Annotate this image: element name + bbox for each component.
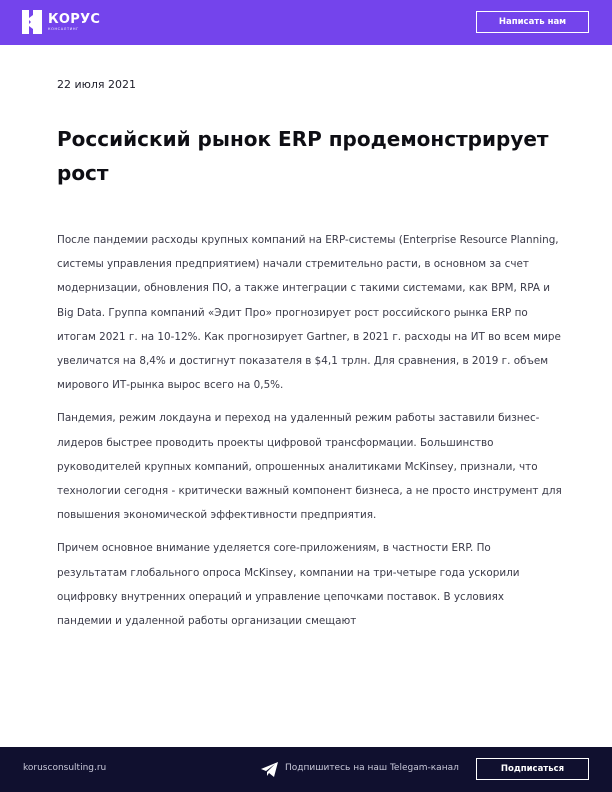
telegram-icon[interactable] xyxy=(261,762,278,777)
website-link[interactable]: korusconsulting.ru xyxy=(23,763,107,773)
korus-logo-icon xyxy=(22,10,42,34)
site-footer xyxy=(0,747,612,792)
article-title: Российский рынок ERP продемонстрирует рост xyxy=(57,127,549,185)
telegram-cta-text[interactable]: Подпишитесь на наш Telegam-канал xyxy=(285,763,459,773)
korus-logo[interactable] xyxy=(22,10,100,34)
logo-subtitle: КОНСАЛТИНГ xyxy=(48,26,79,31)
contact-us-button[interactable]: Написать нам xyxy=(476,11,589,33)
article-body xyxy=(57,228,562,642)
subscribe-button[interactable]: Подписаться xyxy=(476,758,589,780)
article-paragraph: Причем основное внимание уделяется core-приложениям, в частности ERP. По результатам глобального опроса McKinsey, компании на три-четыре года ускорили оцифровку внутренних операций и управление цепочками поставок. В условиях пандемии и удаленной работы организации смещают xyxy=(57,542,520,628)
logo-name: КОРУС xyxy=(48,11,101,27)
site-header xyxy=(0,0,612,45)
article-paragraph: Пандемия, режим локдауна и переход на удаленный режим работы заставили бизнес-лидеров быстрее проводить проекты цифровой трансформации. Большинство руководителей крупных компаний, опрошенных аналитиками McKinsey, признали, что технологии сегодня - критически важный компонент бизнеса, а не просто инструмент для повышения экономической эффективности предприятия. xyxy=(57,412,562,522)
article-paragraph: После пандемии расходы крупных компаний на ERP-системы (Enterprise Resource Planning, системы управления предприятием) начали стремительно расти, в основном за счет модернизации, обновления ПО, а также интеграции с такими системами, как BPM, RPA и Big Data. Группа компаний «Эдит Про» прогнозирует рост российского рынка ERP по итогам 2021 г. на 10-12%. Как прогнозирует Gartner, в 2021 г. расходы на ИТ во всем мире увеличатся на 8,4% и достигнут показателя в $4,1 трлн. Для сравнения, в 2019 г. объем мирового ИТ-рынка вырос всего на 0,5%. xyxy=(57,234,561,392)
article-date: 22 июля 2021 xyxy=(57,78,137,91)
